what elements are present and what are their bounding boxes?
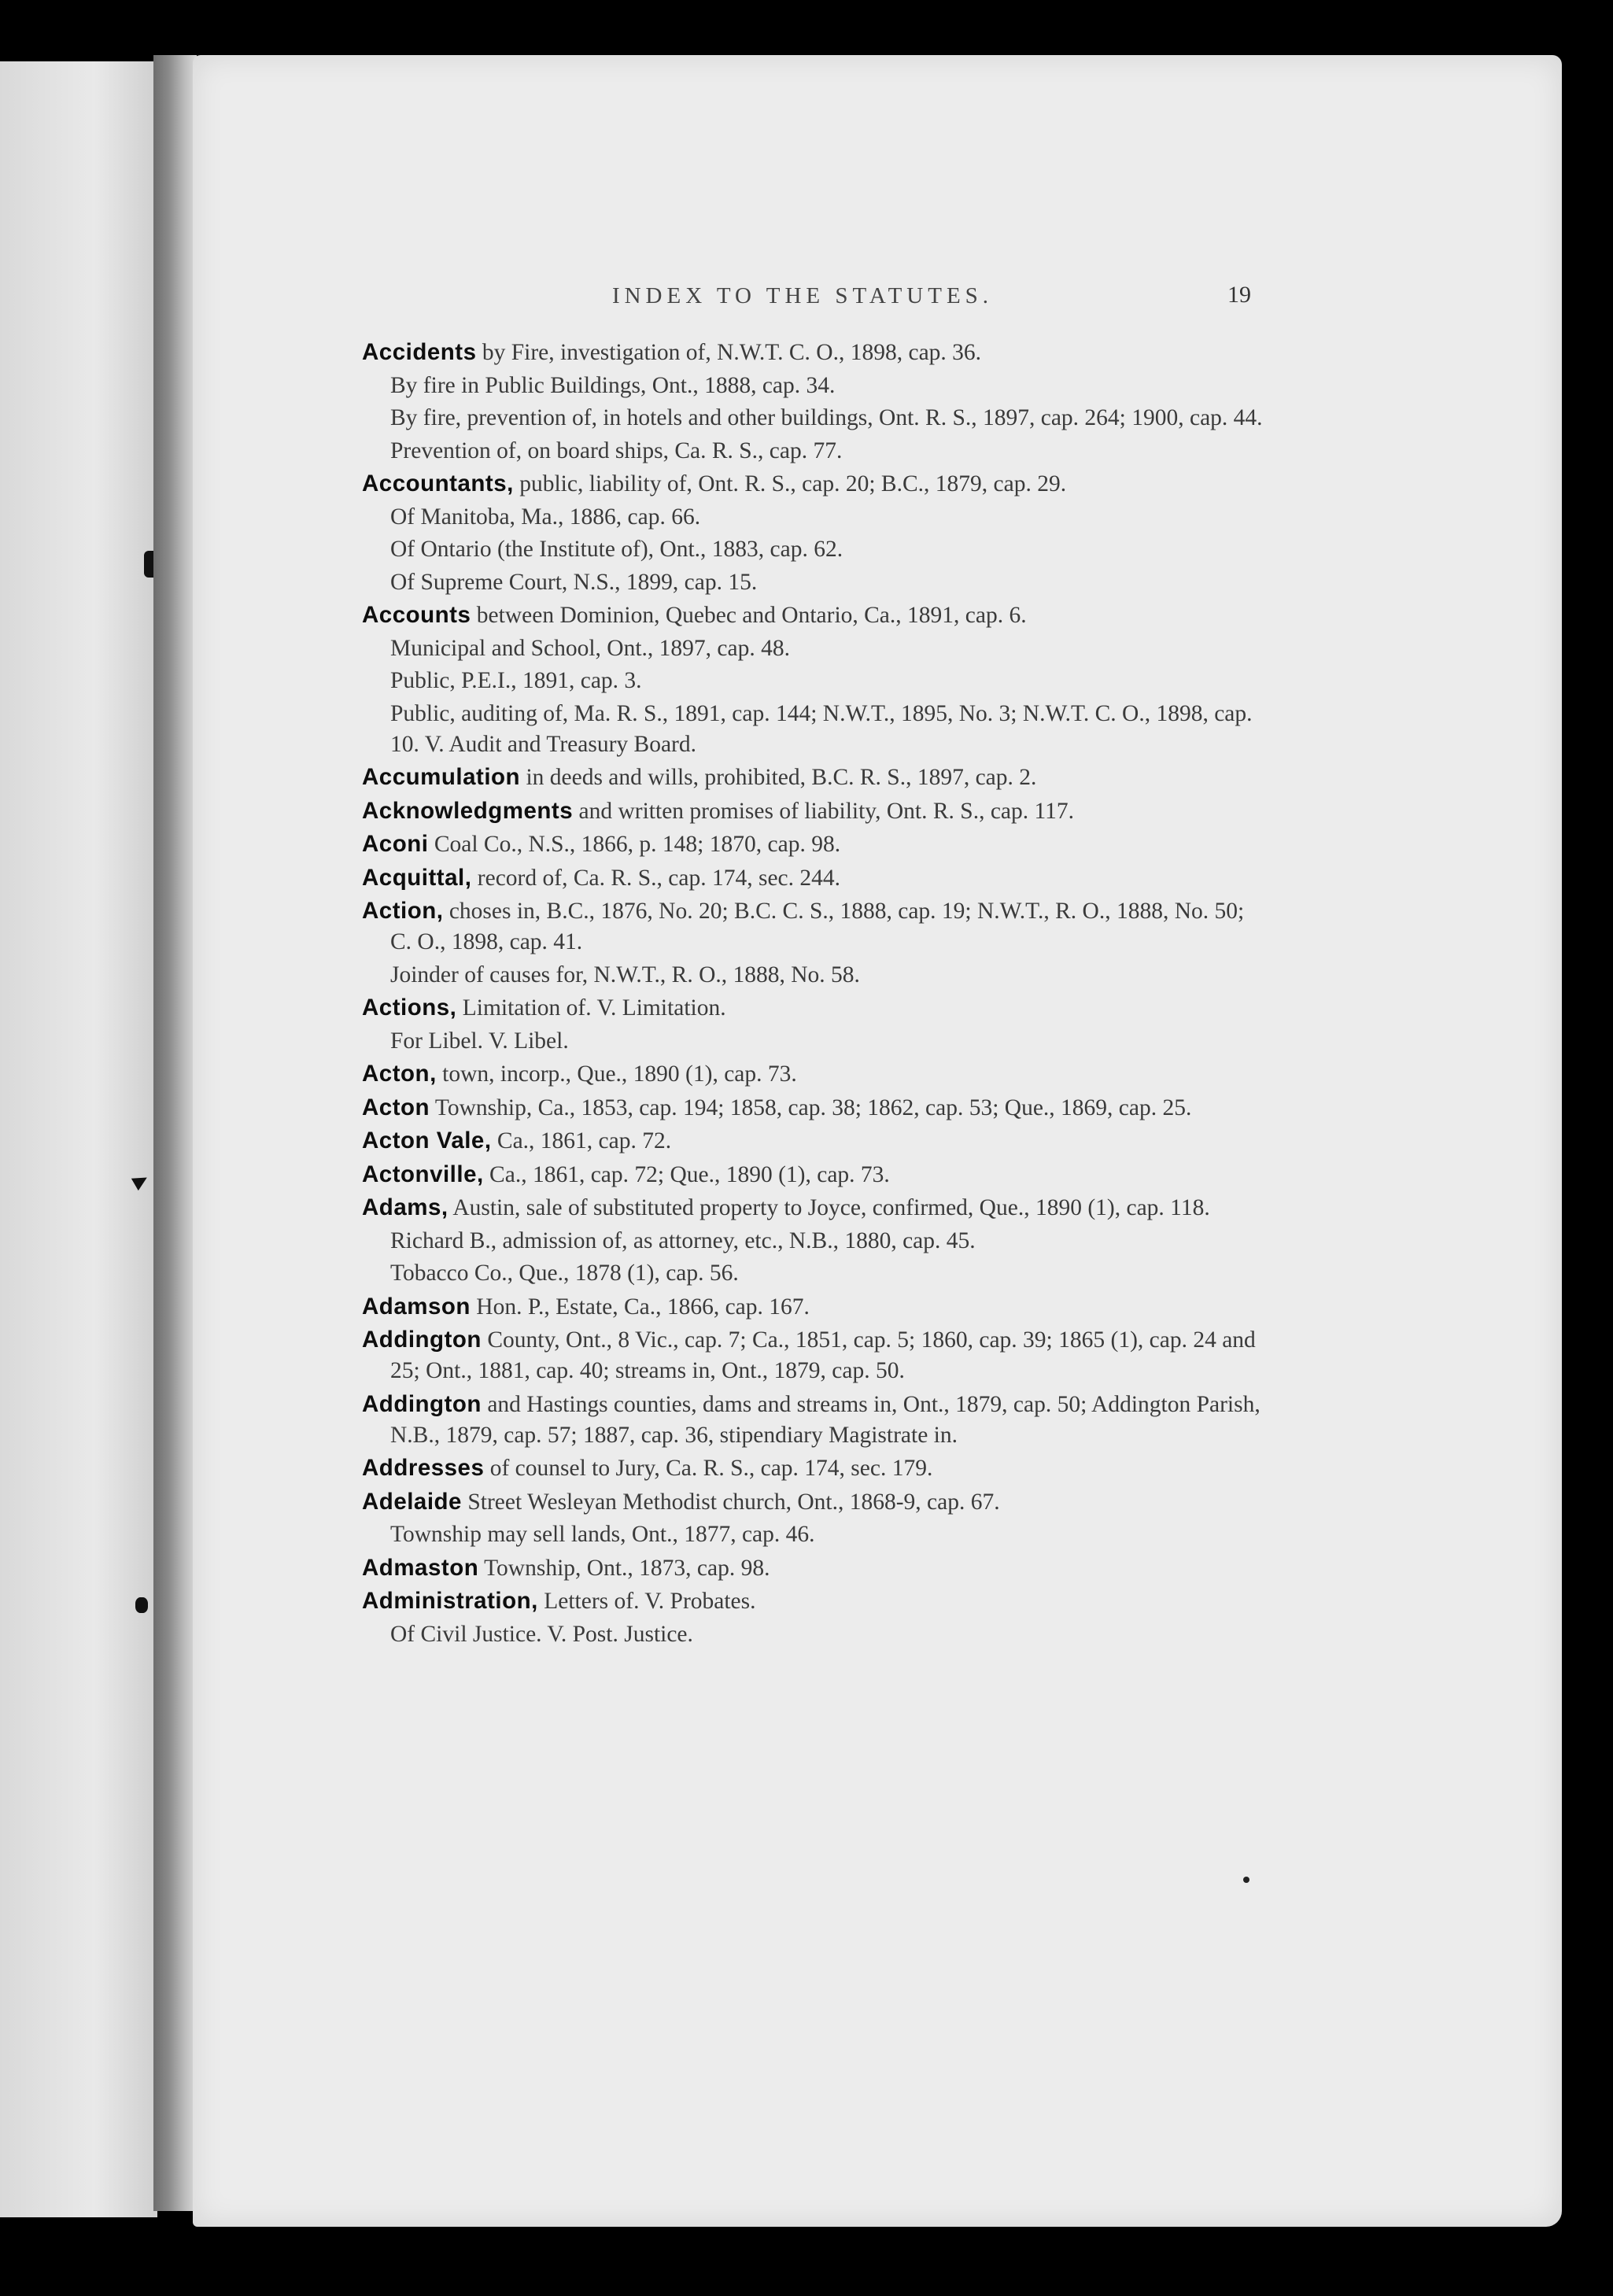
entry-text: Richard B., admission of, as attorney, etc., N.B., 1880, cap. 45.: [390, 1227, 976, 1253]
entry-text: Joinder of causes for, N.W.T., R. O., 1888, No. 58.: [390, 962, 860, 987]
entry-headword: Actions,: [362, 995, 457, 1021]
index-subentry: [362, 436, 1267, 467]
entry-text: Coal Co., N.S., 1866, p. 148; 1870, cap. 98.: [428, 832, 841, 857]
index-entry: [362, 600, 1267, 631]
entry-headword: Adamson: [362, 1293, 471, 1320]
entry-text: Of Supreme Court, N.S., 1899, cap. 15.: [390, 569, 758, 595]
index-entry: [362, 1552, 1267, 1584]
index-entry: [362, 829, 1267, 860]
entry-text: between Dominion, Quebec and Ontario, Ca., 1891, cap. 6.: [471, 603, 1027, 628]
index-subentry: [362, 534, 1267, 565]
entry-headword: Addresses: [362, 1455, 485, 1481]
entry-text: and written promises of liability, Ont. R. S., cap. 117.: [573, 798, 1075, 824]
entry-headword: Acton Vale,: [362, 1128, 492, 1154]
entry-headword: Aconi: [362, 831, 429, 857]
entry-text: Public, P.E.I., 1891, cap. 3.: [390, 668, 642, 693]
index-entry: [362, 1453, 1267, 1484]
entry-text: public, liability of, Ont. R. S., cap. 20; B.C., 1879, cap. 29.: [513, 471, 1067, 496]
entry-headword: Acquittal,: [362, 864, 472, 891]
entry-text: By fire in Public Buildings, Ont., 1888, cap. 34.: [390, 372, 836, 398]
entry-text: For Libel. V. Libel.: [390, 1028, 569, 1054]
entry-text: Ca., 1861, cap. 72; Que., 1890 (1), cap. 73.: [483, 1161, 890, 1187]
page-gutter-shadow: [153, 55, 197, 2211]
entry-text: Ca., 1861, cap. 72.: [491, 1128, 672, 1154]
index-subentry: [362, 1026, 1267, 1057]
index-entry: [362, 1389, 1267, 1451]
entry-text: Hon. P., Estate, Ca., 1866, cap. 167.: [470, 1294, 810, 1320]
running-head: INDEX TO THE STATUTES.: [611, 283, 994, 308]
entry-headword: Accountants,: [362, 471, 514, 496]
index-entry: [362, 992, 1267, 1024]
entry-text: record of, Ca. R. S., cap. 174, sec. 244.: [471, 865, 841, 891]
entry-text: town, incorp., Que., 1890 (1), cap. 73.: [436, 1061, 797, 1087]
index-entry: [362, 1159, 1267, 1190]
entry-headword: Addington: [362, 1327, 482, 1353]
entry-text: By fire, prevention of, in hotels and other buildings, Ont. R. S., 1897, cap. 264; 1900, cap. 44.: [390, 405, 1263, 430]
entry-text: Limitation of. V. Limitation.: [456, 995, 726, 1021]
entry-headword: Accidents: [362, 339, 477, 365]
index-subentry: [362, 633, 1267, 664]
index-subentry: [362, 1519, 1267, 1550]
index-subentry: [362, 666, 1267, 696]
entry-text: choses in, B.C., 1876, No. 20; B.C. C. S., 1888, cap. 19; N.W.T., R. O., 1888, No. 50; C. O., 1898, cap. 41.: [390, 899, 1245, 954]
entry-headword: Acton: [362, 1094, 430, 1120]
index-entry: [362, 1585, 1267, 1617]
margin-mark: [135, 1597, 148, 1613]
index-entry: [362, 1092, 1267, 1124]
entry-text: Of Civil Justice. V. Post. Justice.: [390, 1621, 693, 1647]
entry-text: in deeds and wills, prohibited, B.C. R. S., 1897, cap. 2.: [520, 765, 1037, 790]
index-subentry: [362, 502, 1267, 533]
index-subentry: [362, 1226, 1267, 1257]
entry-text: Township, Ca., 1853, cap. 194; 1858, cap. 38; 1862, cap. 53; Que., 1869, cap. 25.: [430, 1094, 1192, 1120]
index-entry: [362, 1058, 1267, 1090]
entry-headword: Acton,: [362, 1061, 437, 1087]
facing-page-edge: [0, 61, 157, 2217]
entry-headword: Administration,: [362, 1588, 538, 1614]
entry-headword: Admaston: [362, 1554, 479, 1581]
entry-text: and Hastings counties, dams and streams in, Ont., 1879, cap. 50; Addington Parish, N.B., 1879, cap. 57; 1887, cap. 36, stipendiary Magistrate in.: [390, 1391, 1261, 1448]
entry-text: Public, auditing of, Ma. R. S., 1891, cap. 144; N.W.T., 1895, No. 3; N.W.T. C. O., 1898, cap. 10. V. Audit and Treasury Board.: [390, 700, 1253, 757]
index-entry: [362, 862, 1267, 894]
entry-text: County, Ont., 8 Vic., cap. 7; Ca., 1851, cap. 5; 1860, cap. 39; 1865 (1), cap. 24 and 25; Ont., 1881, cap. 40; streams in, Ont., 1879, cap. 50.: [390, 1327, 1256, 1383]
index-entry: [362, 762, 1267, 793]
index-subentry: [362, 1619, 1267, 1650]
entry-text: Of Ontario (the Institute of), Ont., 1883, cap. 62.: [390, 537, 843, 562]
entry-headword: Accounts: [362, 602, 471, 628]
page-number: 19: [1227, 282, 1251, 308]
index-subentry: [362, 403, 1267, 434]
index-subentry: [362, 371, 1267, 401]
index-entry: [362, 1486, 1267, 1518]
entry-headword: Accumulation: [362, 764, 521, 790]
index-entries: [362, 337, 1267, 1652]
entry-headword: Action,: [362, 898, 444, 924]
index-subentry: [362, 699, 1267, 760]
entry-text: Township, Ont., 1873, cap. 98.: [478, 1555, 770, 1581]
entry-text: of counsel to Jury, Ca. R. S., cap. 174, sec. 179.: [484, 1456, 933, 1481]
index-entry: [362, 795, 1267, 827]
entry-headword: Addington: [362, 1390, 482, 1417]
entry-text: Street Wesleyan Methodist church, Ont., 1868-9, cap. 67.: [461, 1489, 1000, 1515]
index-entry: [362, 1291, 1267, 1323]
index-entry: [362, 1324, 1267, 1386]
index-entry: [362, 468, 1267, 500]
ink-speck: [1243, 1877, 1249, 1883]
entry-headword: Acknowledgments: [362, 797, 574, 824]
index-subentry: [362, 567, 1267, 598]
entry-text: Of Manitoba, Ma., 1886, cap. 66.: [390, 504, 701, 530]
entry-headword: Actonville,: [362, 1161, 484, 1187]
entry-headword: Adams,: [362, 1194, 448, 1220]
entry-text: Prevention of, on board ships, Ca. R. S., cap. 77.: [390, 437, 843, 463]
entry-text: Letters of. V. Probates.: [537, 1589, 756, 1614]
entry-text: Tobacco Co., Que., 1878 (1), cap. 56.: [390, 1261, 739, 1286]
index-entry: [362, 337, 1267, 368]
entry-text: Austin, sale of substituted property to Joyce, confirmed, Que., 1890 (1), cap. 118.: [448, 1195, 1210, 1220]
index-entry: [362, 1192, 1267, 1224]
entry-text: by Fire, investigation of, N.W.T. C. O., 1898, cap. 36.: [476, 340, 982, 365]
index-subentry: [362, 960, 1267, 991]
entry-text: Township may sell lands, Ont., 1877, cap. 46.: [390, 1522, 815, 1547]
entry-text: Municipal and School, Ont., 1897, cap. 48.: [390, 635, 790, 661]
entry-headword: Adelaide: [362, 1488, 462, 1515]
index-entry: [362, 895, 1267, 958]
index-subentry: [362, 1258, 1267, 1289]
index-entry: [362, 1125, 1267, 1157]
